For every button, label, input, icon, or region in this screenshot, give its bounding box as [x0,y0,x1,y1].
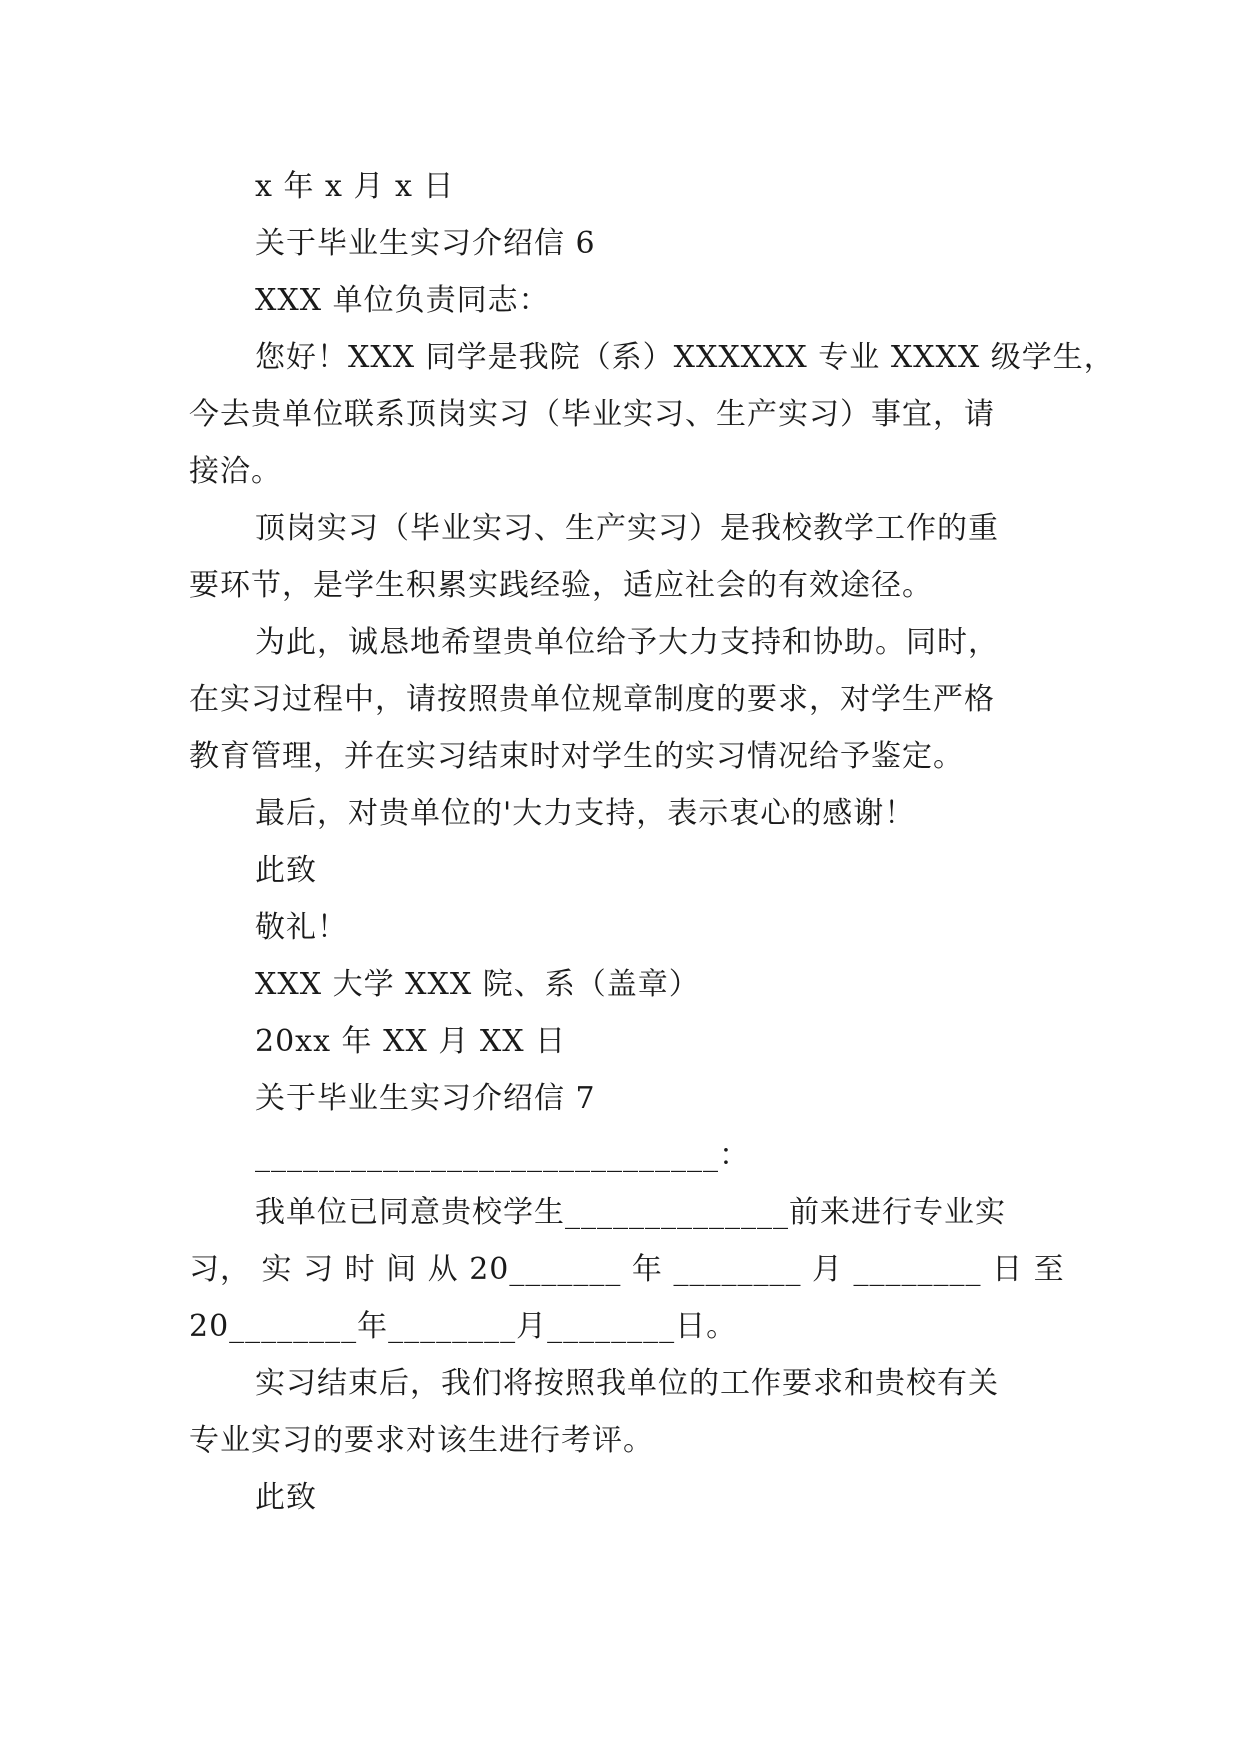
paragraph-line: 要环节，是学生积累实践经验，适应社会的有效途径。 [189,568,933,603]
paragraph-line: 习， 实 习 时 间 从 20_______ 年 ________ 月 ________ 日 至 [189,1252,1065,1287]
closing-line: 此致 [255,1480,317,1515]
paragraph-line: 接洽。 [189,454,282,489]
paragraph-line: 为此，诚恳地希望贵单位给予大力支持和协助。同时， [255,625,999,660]
closing-line: 敬礼！ [255,910,348,945]
paragraph-line: 专业实习的要求对该生进行考评。 [189,1423,654,1458]
paragraph-line: 您好！XXX 同学是我院（系）XXXXXX 专业 XXXX 级学生， [255,340,1115,375]
letter-title-7: 关于毕业生实习介绍信 7 [255,1081,596,1116]
closing-line: 此致 [255,853,317,888]
paragraph-line: 实习结束后，我们将按照我单位的工作要求和贵校有关 [255,1366,999,1401]
recipient-blank: _____________________________： [255,1138,750,1173]
salutation: XXX 单位负责同志： [255,283,550,318]
paragraph-line: 今去贵单位联系顶岗实习（毕业实习、生产实习）事宜，请 [189,397,995,432]
paragraph-line: 我单位已同意贵校学生______________前来进行专业实 [255,1195,1006,1230]
paragraph-line: 最后，对贵单位的'大力支持，表示衷心的感谢！ [255,796,916,831]
paragraph-line: 教育管理，并在实习结束时对学生的实习情况给予鉴定。 [189,739,964,774]
paragraph-line: 在实习过程中，请按照贵单位规章制度的要求，对学生严格 [189,682,995,717]
letter-title-6: 关于毕业生实习介绍信 6 [255,226,596,261]
signature-date: 20xx 年 XX 月 XX 日 [255,1024,567,1059]
signature-line: XXX 大学 XXX 院、系（盖章） [255,967,700,1002]
paragraph-line: 顶岗实习（毕业实习、生产实习）是我校教学工作的重 [255,511,999,546]
date-line: x 年 x 月 x 日 [255,169,455,204]
paragraph-line: 20________年________月________日。 [189,1309,738,1344]
